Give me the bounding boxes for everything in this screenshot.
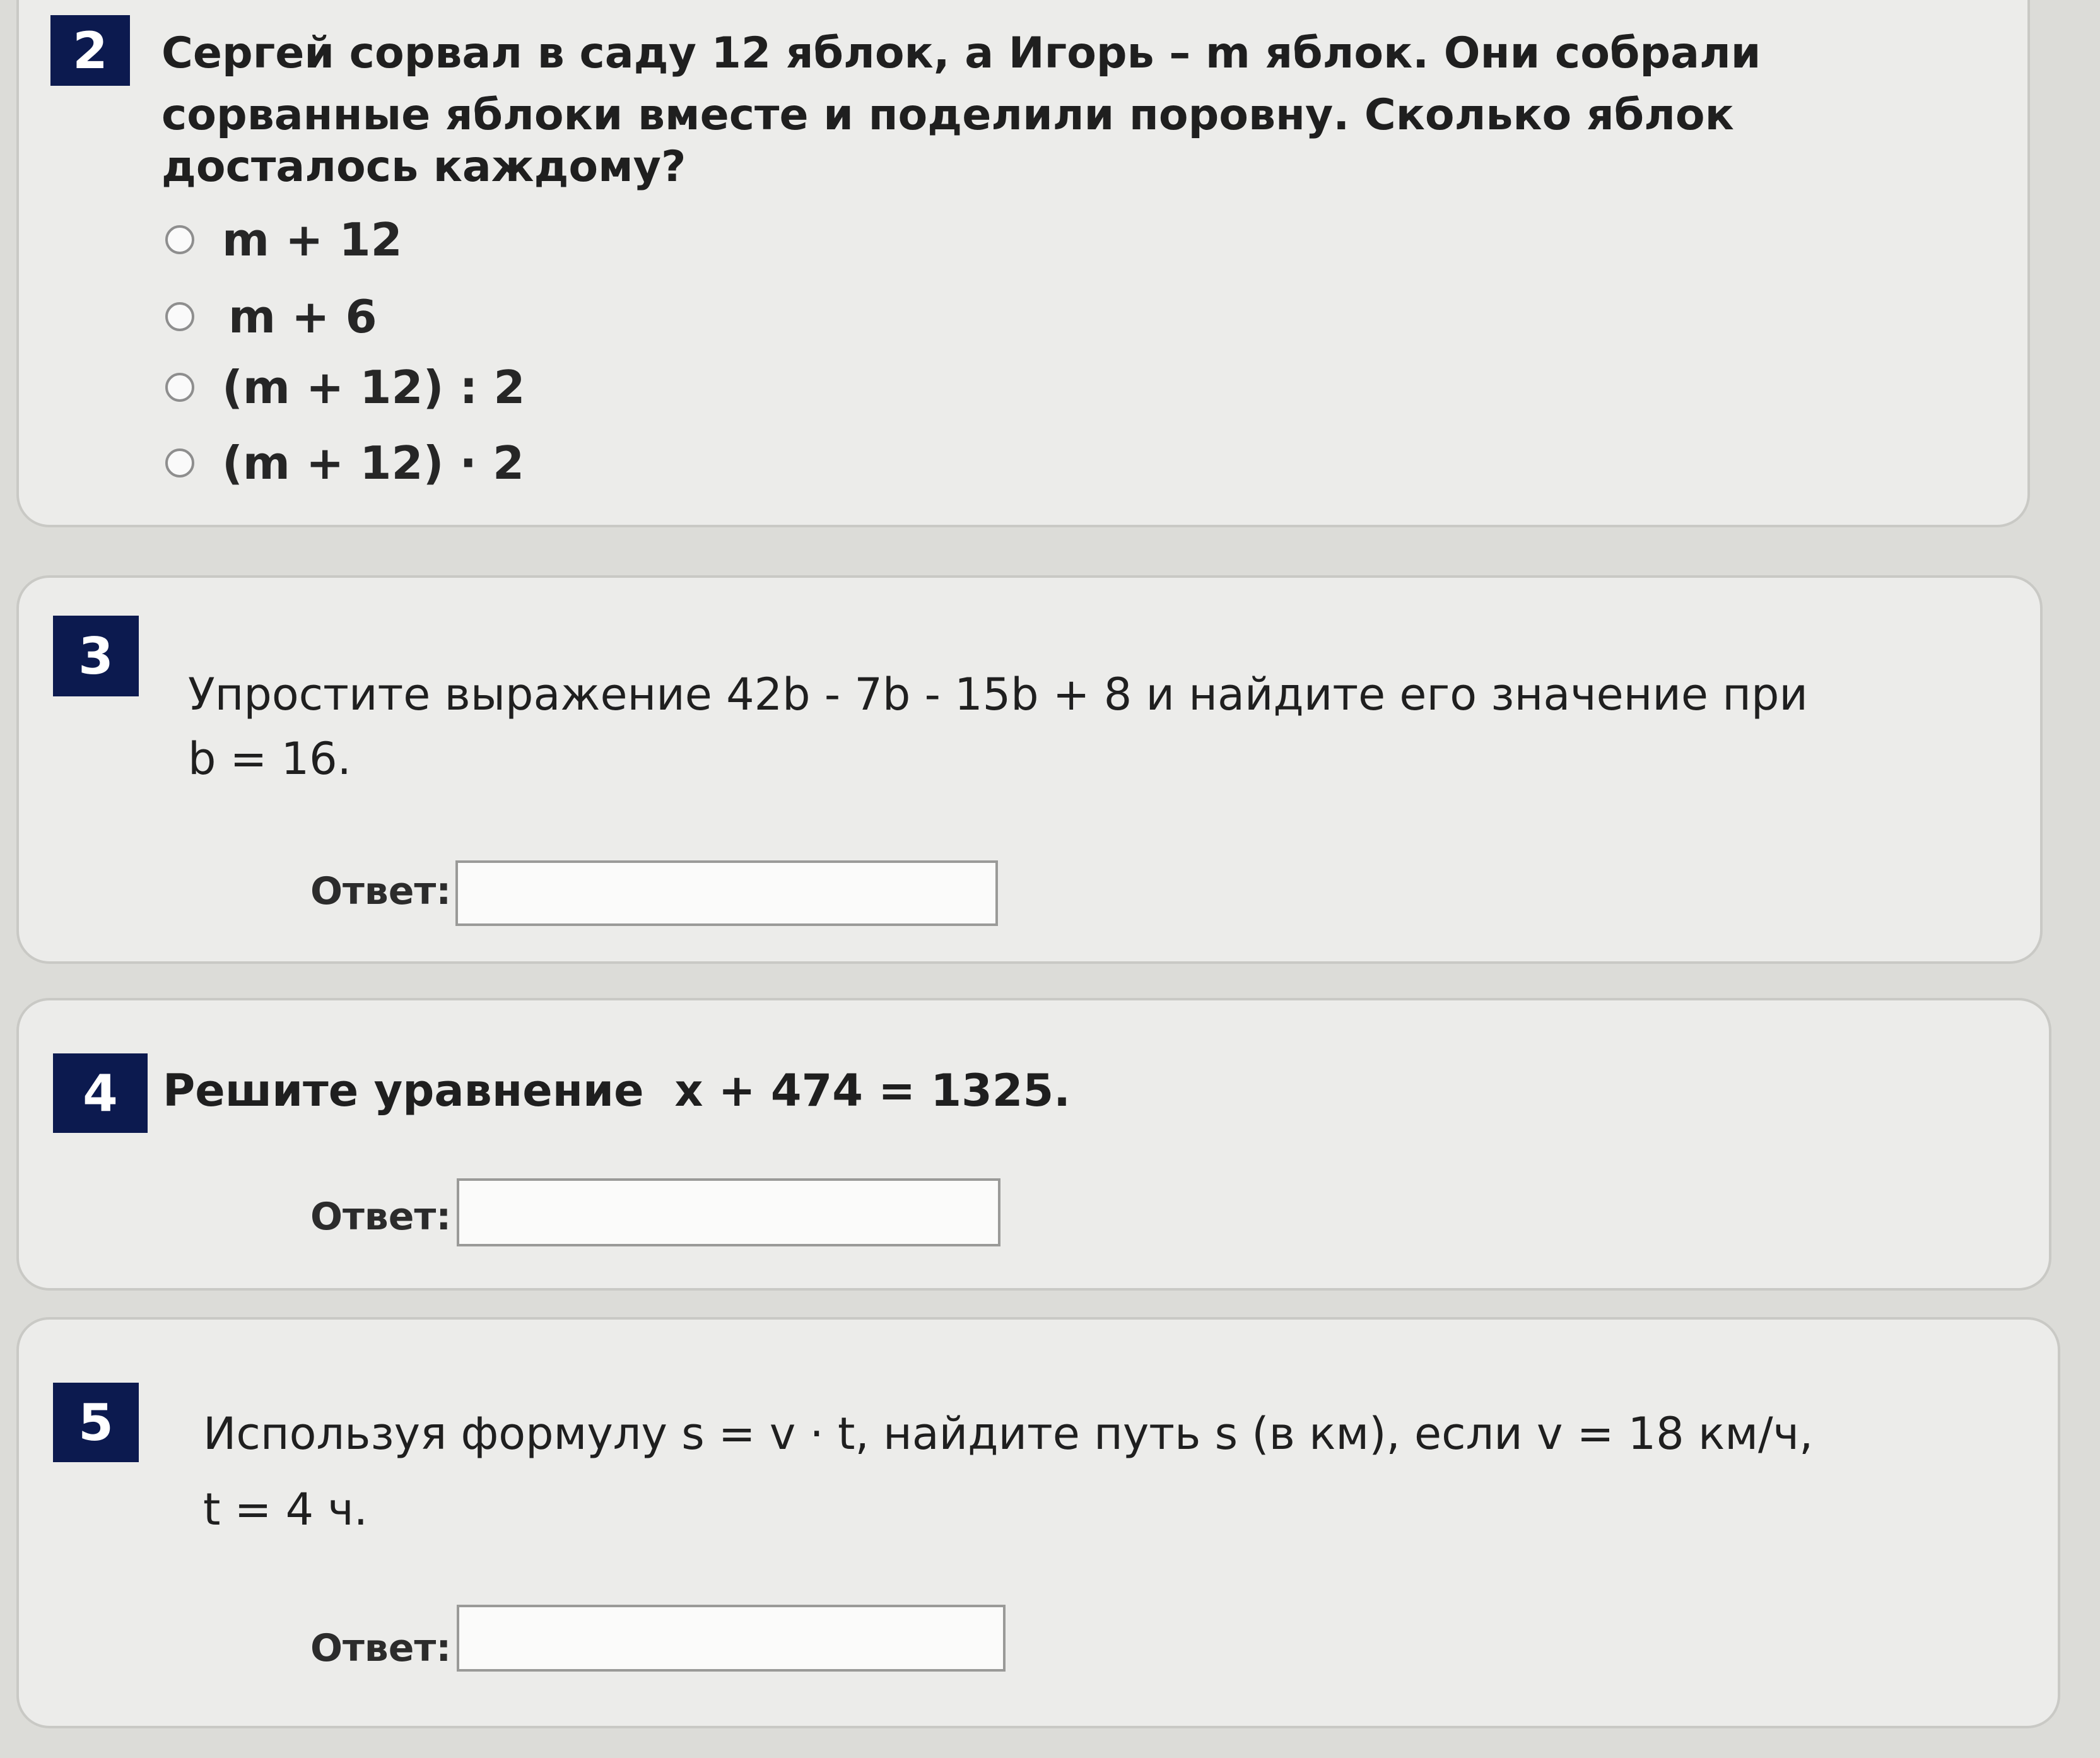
question-3-number: 3 — [53, 616, 139, 696]
option-label: (m + 12) : 2 — [222, 361, 525, 414]
option-label: (m + 12) · 2 — [222, 437, 525, 489]
option-m-plus-12[interactable] — [165, 213, 402, 266]
answer-label: Ответ: — [310, 1626, 452, 1670]
question-5-number: 5 — [53, 1383, 139, 1462]
radio-button[interactable] — [165, 448, 194, 478]
question-4-text: Решите уравнение x + 474 = 1325. — [163, 1065, 1071, 1116]
answer-input-q3[interactable] — [455, 860, 998, 926]
question-3-text-line-2: b = 16. — [188, 733, 351, 785]
question-4-number: 4 — [53, 1053, 148, 1133]
option-label: m + 6 — [228, 290, 377, 343]
radio-button[interactable] — [165, 373, 194, 402]
answer-input-q4[interactable] — [457, 1178, 1000, 1246]
answer-input-q5[interactable] — [457, 1605, 1006, 1672]
radio-button[interactable] — [165, 225, 194, 254]
question-2-text-line-1: Сергей сорвал в саду 12 яблок, а Игорь – m яблок. Они собрали — [161, 28, 1761, 78]
question-5-text-line-1: Используя формулу s = v · t, найдите путь s (в км), если v = 18 км/ч, — [203, 1408, 1814, 1460]
radio-button[interactable] — [165, 302, 194, 331]
option-label: m + 12 — [222, 213, 402, 266]
question-2-text-line-2: сорванные яблоки вместе и поделили поровну. Сколько яблок — [161, 90, 1734, 140]
question-3-text-line-1: Упростите выражение 42b - 7b - 15b + 8 и найдите его значение при — [188, 669, 1808, 720]
question-5-text-line-2: t = 4 ч. — [203, 1484, 368, 1535]
option-sum-times-2[interactable] — [165, 437, 524, 489]
answer-label: Ответ: — [310, 869, 452, 913]
question-4-card — [16, 998, 2051, 1291]
question-2-number: 2 — [50, 15, 130, 86]
answer-label: Ответ: — [310, 1195, 452, 1239]
option-sum-divided-by-2[interactable] — [165, 361, 525, 414]
option-m-plus-6[interactable] — [165, 290, 377, 343]
question-2-text-line-3: досталось каждому? — [161, 142, 686, 192]
